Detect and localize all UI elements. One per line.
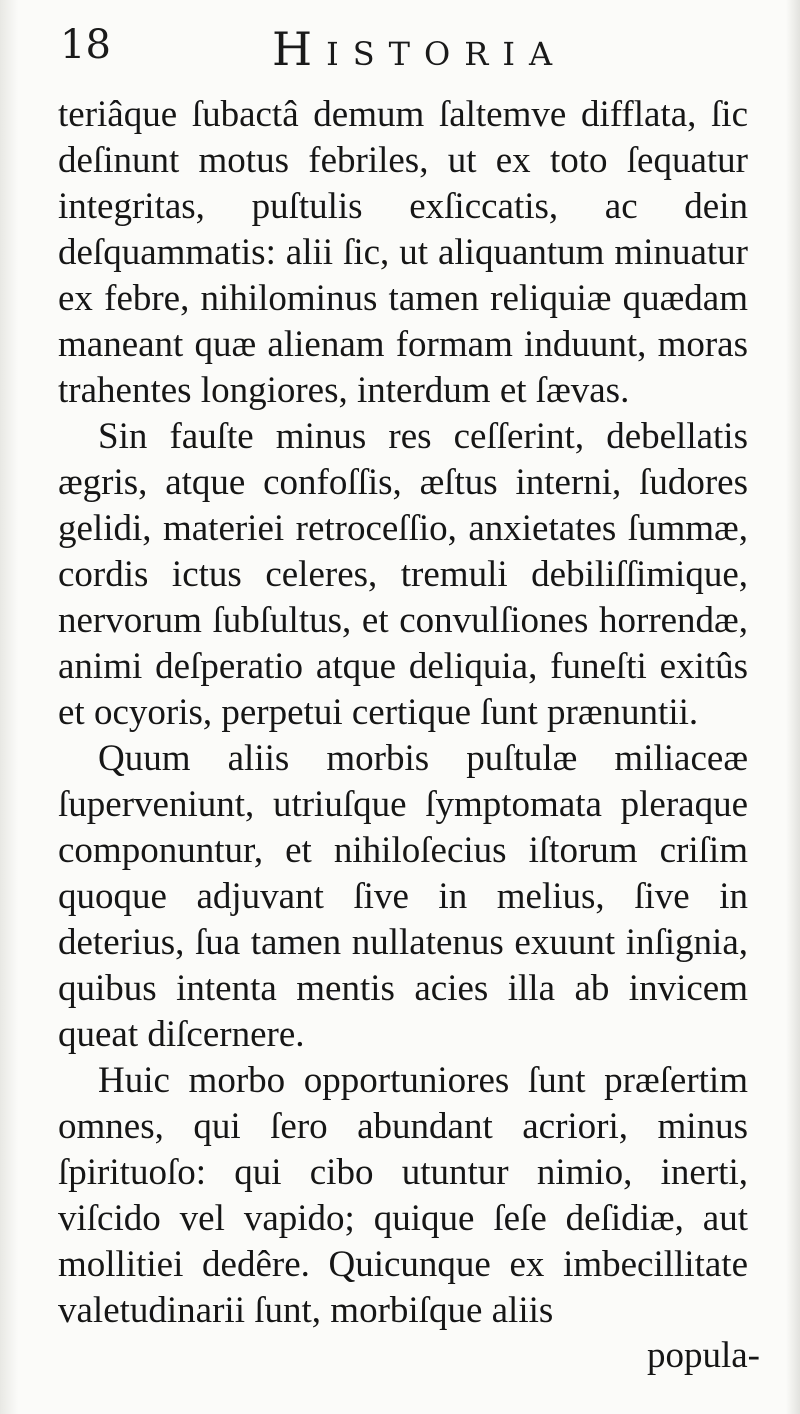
paragraph-2: Sin fauſte minus res ceſſerint, debellatis ægris, atque confoſſis, æſtus interni, ſudores gelidi, materiei retroceſſio, anxietates ſummæ, cordis ictus celeres, tremuli debiliſſimique, nervorum ſubſultus, et convulſiones horrendæ, animi deſperatio atque deliquia, funeſti exitûs et ocyoris, perpetui certique ſunt prænuntii. [58,416,748,733]
paragraph-4: Huic morbo opportuniores ſunt præſertim omnes, qui ſero abundant acriori, minus ſpirituoſo: qui cibo utuntur nimio, inerti, viſcido vel vapido; quique ſeſe deſidiæ, aut mollitiei dedêre. Quicunque ex imbecillitate valetudinarii ſunt, morbiſque aliis [58,1060,748,1331]
running-head: Historia [272,22,567,76]
page-edge-shadow [786,0,800,1414]
paragraph-3: Quum aliis morbis puſtulæ miliaceæ ſuperveniunt, utriuſque ſymptomata pleraque componuntur, et nihiloſecius iſtorum criſim quoque adjuvant ſive in melius, ſive in deterius, ſua tamen nullatenus exuunt inſignia, quibus intenta mentis acies illa ab invicem queat diſcernere. [58,738,748,1055]
page-gutter-shadow [0,0,18,1414]
paragraph-1: teriâque ſubactâ demum ſaltemve difflata, ſic deſinunt motus febriles, ut ex toto ſequatur integritas, puſtulis exſiccatis, ac dein deſquammatis: alii ſic, ut aliquantum minuatur ex febre, nihilominus tamen reliquiæ quædam maneant quæ alienam formam induunt, moras trahentes longiores, interdum et ſævas. [58,94,748,411]
page-number: 18 [60,22,111,68]
body-text [58,92,748,1334]
catchword: popula- [646,1335,760,1376]
page-header [0,22,800,90]
